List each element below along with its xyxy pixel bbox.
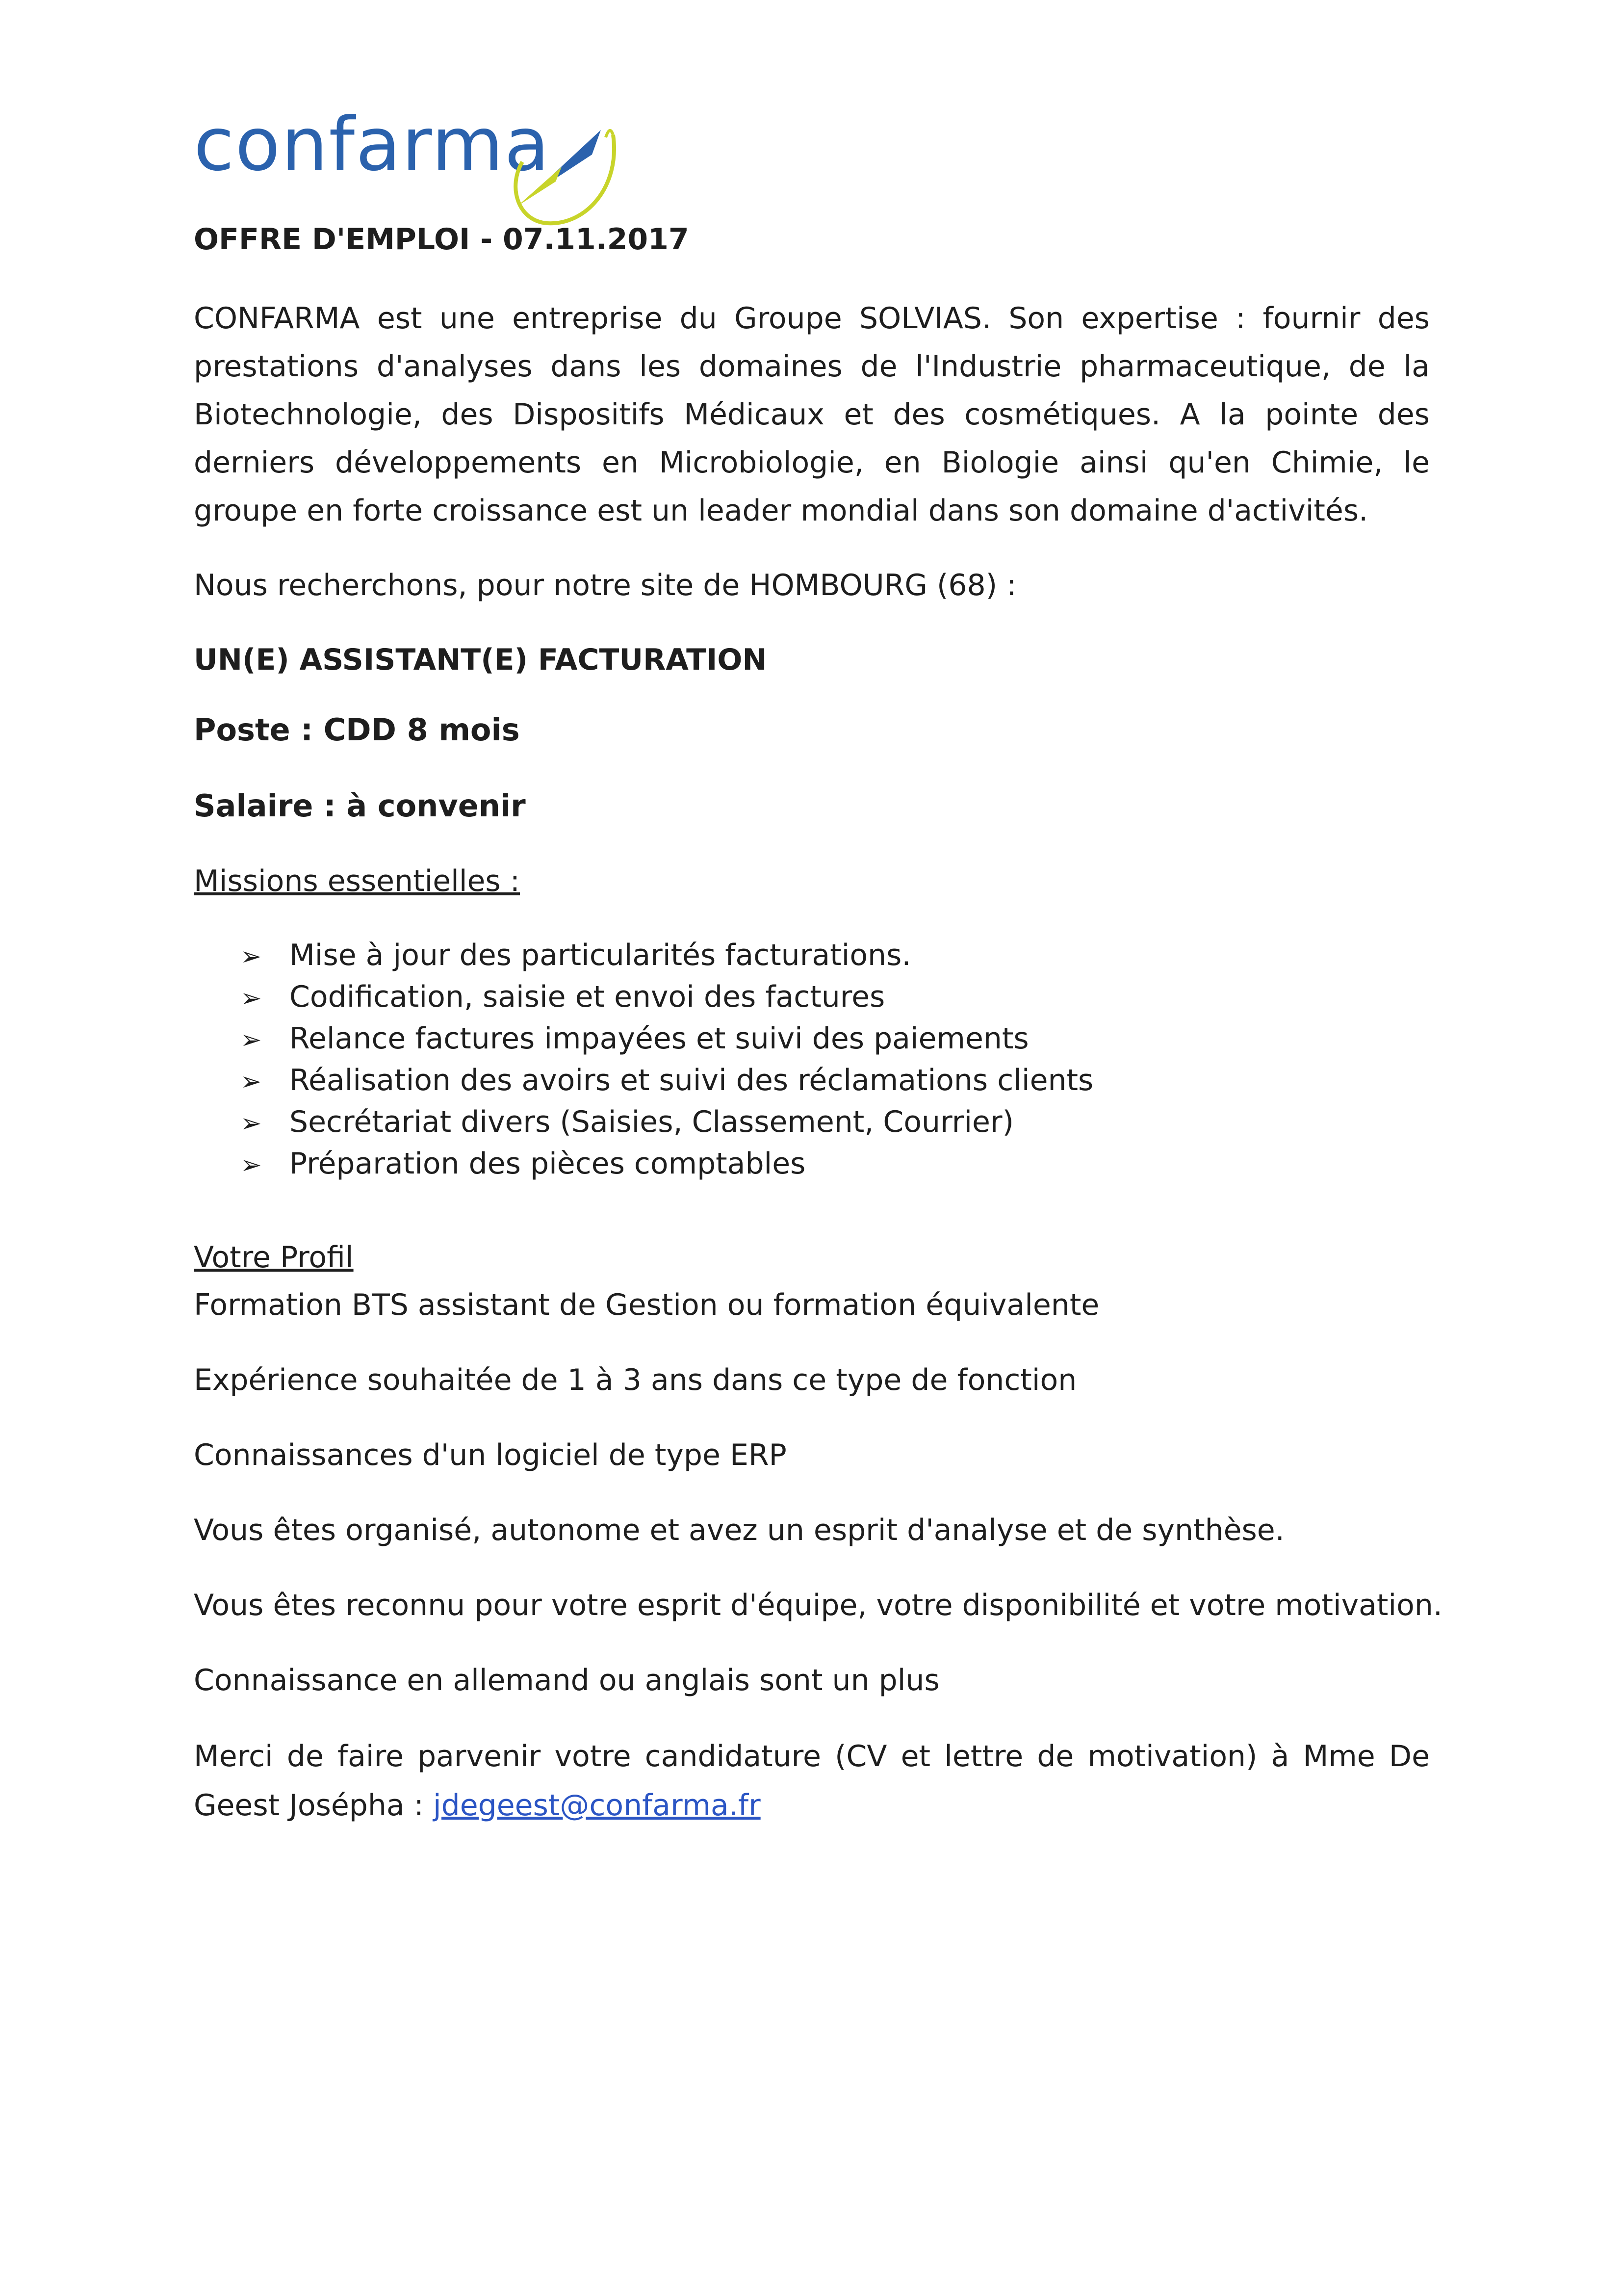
profile-item: Vous êtes organisé, autonome et avez un esprit d'analyse et de synthèse. (194, 1513, 1285, 1547)
contact-text: Merci de faire parvenir votre candidature (CV et lettre de motivation) à Mme De Geest Josépha : (194, 1739, 1430, 1823)
profile-item: Connaissances d'un logiciel de type ERP (194, 1438, 787, 1472)
profile-item: Expérience souhaitée de 1 à 3 ans dans ce type de fonction (194, 1363, 1077, 1397)
search-statement: Nous recherchons, pour notre site de HOMBOURG (68) : (194, 568, 1017, 602)
logo-wordmark: confarma (194, 102, 551, 187)
profile-list (194, 1281, 1442, 1732)
contract-type: Poste : CDD 8 mois (194, 712, 520, 748)
arrow-bullet-icon: ➢ (240, 1109, 262, 1138)
company-intro: CONFARMA est une entreprise du Groupe SOLVIAS. Son expertise : fournir des prestations d'analyses dans les domaines de l'Industrie pharmaceutique, de la Biotechnologie, des Dispositifs Médicaux et des cosmétiques. A la pointe des derniers développements en Microbiologie, en Biologie ainsi qu'en Chimie, le groupe en forte croissance est un leader mondial dans son domaine d'activités. (194, 301, 1430, 528)
offer-title: OFFRE D'EMPLOI - 07.11.2017 (194, 222, 689, 257)
job-title: UN(E) ASSISTANT(E) FACTURATION (194, 643, 767, 677)
salary: Salaire : à convenir (194, 788, 526, 824)
missions-list (240, 935, 1093, 1185)
list-item: ➢ Préparation des pièces comptables (240, 1143, 1093, 1185)
profile-item: Formation BTS assistant de Gestion ou formation équivalente (194, 1288, 1100, 1322)
confarma-logo (194, 98, 635, 235)
contact-paragraph (194, 1732, 1430, 1830)
profile-item: Vous êtes reconnu pour votre esprit d'équipe, votre disponibilité et votre motivation. (194, 1588, 1442, 1622)
list-item: ➢ Secrétariat divers (Saisies, Classement, Courrier) (240, 1101, 1093, 1143)
arrow-bullet-icon: ➢ (240, 1025, 262, 1055)
email-link[interactable]: jdegeest@confarma.fr (433, 1788, 761, 1823)
list-item: ➢ Mise à jour des particularités facturations. (240, 935, 1093, 976)
list-item: ➢ Réalisation des avoirs et suivi des réclamations clients (240, 1060, 1093, 1101)
arrow-bullet-icon: ➢ (240, 1067, 262, 1096)
list-item: ➢ Relance factures impayées et suivi des paiements (240, 1018, 1093, 1060)
arrow-bullet-icon: ➢ (240, 942, 262, 971)
list-item: ➢ Codification, saisie et envoi des factures (240, 976, 1093, 1018)
arrow-bullet-icon: ➢ (240, 984, 262, 1013)
arrow-bullet-icon: ➢ (240, 1150, 262, 1180)
profile-heading: Votre Profil (194, 1240, 354, 1275)
missions-heading: Missions essentielles : (194, 864, 520, 898)
profile-item: Connaissance en allemand ou anglais sont un plus (194, 1663, 940, 1697)
